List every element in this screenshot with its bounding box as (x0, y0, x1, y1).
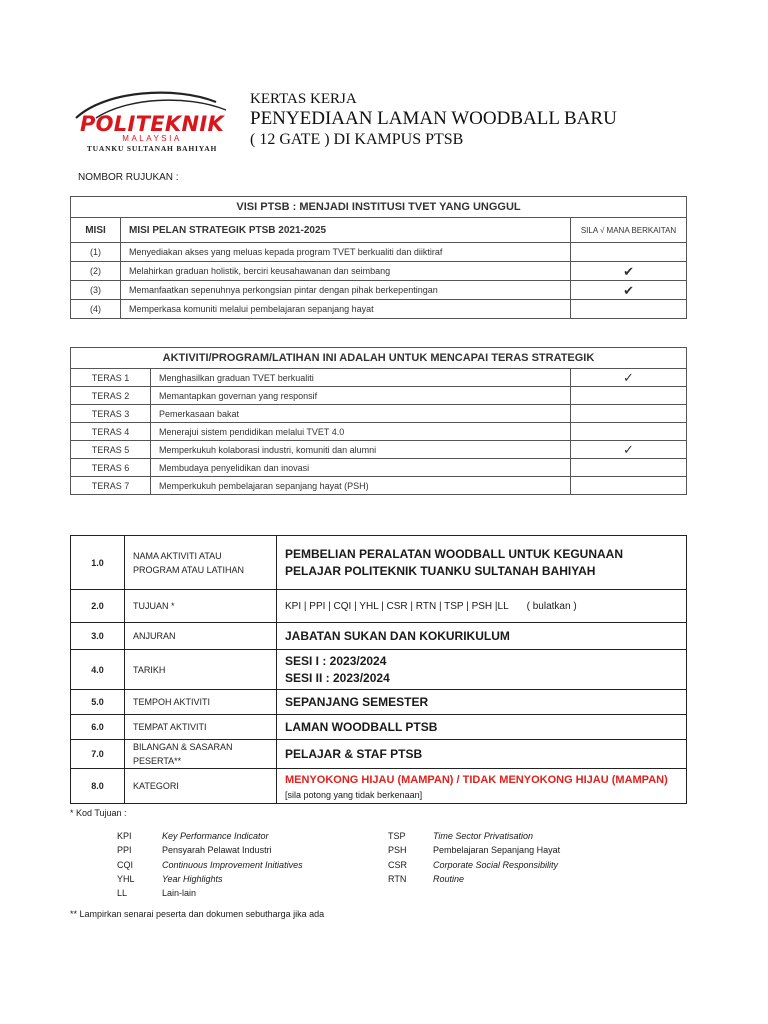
misi-text: Menyediakan akses yang meluas kepada program TVET berkualiti dan diiktiraf (121, 243, 571, 262)
teras-text: Menerajui sistem pendidikan melalui TVET 4.0 (151, 423, 571, 441)
detail-label: TEMPAT AKTIVITI (125, 715, 277, 740)
tarikh-value[interactable] (277, 650, 687, 690)
misi-no: (3) (71, 281, 121, 300)
kod-desc: Pensyarah Pelawat Industri (162, 845, 272, 856)
misi-checkbox[interactable]: ✔ (571, 281, 687, 300)
misi-column-header-row (71, 218, 687, 243)
detail-label: ANJURAN (125, 623, 277, 650)
teras-text: Memperkukuh pembelajaran sepanjang hayat (PSH) (151, 477, 571, 495)
teras-header-row (71, 348, 687, 369)
teras-id: TERAS 2 (71, 387, 151, 405)
detail-number: 8.0 (71, 769, 125, 804)
kod-desc: Pembelajaran Sepanjang Hayat (433, 845, 561, 856)
detail-number: 3.0 (71, 623, 125, 650)
teras-id: TERAS 7 (71, 477, 151, 495)
table-row (71, 769, 687, 804)
teras-id: TERAS 5 (71, 441, 151, 459)
logo-institution: TUANKU SULTANAH BAHIYAH (86, 144, 218, 153)
misi-text: Memanfaatkan sepenuhnya perkongsian pintar dengan pihak berkepentingan (121, 281, 571, 300)
detail-label: KATEGORI (125, 769, 277, 804)
kod-abbr: TSP (388, 831, 406, 841)
kod-desc: Continuous Improvement Initiatives (162, 859, 303, 870)
detail-number: 6.0 (71, 715, 125, 740)
table-row (71, 690, 687, 715)
program-details-table (70, 535, 687, 804)
anjuran-value[interactable]: JABATAN SUKAN DAN KOKURIKULUM (277, 623, 687, 650)
teras-id: TERAS 6 (71, 459, 151, 477)
kod-list-right-desc (433, 829, 560, 886)
table-row (71, 243, 687, 262)
col-misi: MISI (71, 218, 121, 243)
teras-id: TERAS 4 (71, 423, 151, 441)
visi-header-row (71, 197, 687, 218)
table-row (71, 740, 687, 769)
kod-desc: Corporate Social Responsibility (433, 859, 559, 870)
lampiran-note: ** Lampirkan senarai peserta dan dokumen sebutharga jika ada (70, 909, 325, 919)
table-row (71, 405, 687, 423)
kod-desc: Lain-lain (162, 888, 197, 899)
detail-label: TARIKH (125, 650, 277, 690)
table-row (71, 477, 687, 495)
kod-abbr: RTN (388, 873, 407, 884)
kod-tujuan-title: * Kod Tujuan : (70, 808, 127, 818)
table-row (71, 715, 687, 740)
col-misi-pelan: MISI PELAN STRATEGIK PTSB 2021-2025 (121, 218, 571, 243)
table-row (71, 441, 687, 459)
misi-no: (4) (71, 300, 121, 319)
title-line-3: ( 12 GATE ) DI KAMPUS PTSB (250, 131, 464, 148)
teras-id: TERAS 3 (71, 405, 151, 423)
detail-number: 4.0 (71, 650, 125, 690)
title-line-1: KERTAS KERJA (250, 91, 357, 107)
kod-list-right-abbr (388, 829, 407, 886)
teras-checkbox[interactable] (571, 387, 687, 405)
kod-abbr: PPI (117, 845, 132, 856)
table-row (71, 262, 687, 281)
table-row (71, 536, 687, 590)
kod-list-left-desc (162, 829, 303, 900)
politeknik-logo (66, 84, 238, 154)
title-line-2: PENYEDIAAN LAMAN WOODBALL BARU (250, 108, 617, 129)
teras-checkbox[interactable]: ✓ (571, 441, 687, 459)
misi-checkbox[interactable] (571, 243, 687, 262)
teras-checkbox[interactable] (571, 423, 687, 441)
logo-subtitle: MALAYSIA (122, 134, 182, 143)
tarikh-sesi-2: SESI II : 2023/2024 (285, 670, 390, 685)
kategori-options: MENYOKONG HIJAU (MAMPAN) / TIDAK MENYOKONG HIJAU (MAMPAN) (285, 774, 668, 786)
teras-text: Memantapkan governan yang responsif (151, 387, 571, 405)
table-row (71, 650, 687, 690)
misi-text: Melahirkan graduan holistik, berciri keusahawanan dan seimbang (121, 262, 571, 281)
detail-label: NAMA AKTIVITI ATAU PROGRAM ATAU LATIHAN (125, 536, 277, 590)
teras-checkbox[interactable]: ✓ (571, 369, 687, 387)
tujuan-note: ( bulatkan ) (526, 600, 577, 612)
kod-desc: Routine (433, 873, 465, 884)
kod-desc: Time Sector Privatisation (433, 831, 533, 841)
tujuan-options: KPI | PPI | CQI | YHL | CSR | RTN | TSP | PSH |LL (285, 600, 509, 612)
document-title (250, 90, 617, 149)
detail-number: 1.0 (71, 536, 125, 590)
visi-misi-table (70, 196, 687, 319)
kod-abbr: YHL (117, 873, 135, 884)
table-row (71, 300, 687, 319)
misi-text: Memperkasa komuniti melalui pembelajaran sepanjang hayat (121, 300, 571, 319)
col-sila-berkaitan: SILA √ MANA BERKAITAN (571, 218, 687, 243)
kategori-value[interactable] (277, 769, 687, 804)
teras-text: Pemerkasaan bakat (151, 405, 571, 423)
tujuan-value[interactable] (277, 590, 687, 623)
misi-no: (1) (71, 243, 121, 262)
misi-no: (2) (71, 262, 121, 281)
teras-text: Menghasilkan graduan TVET berkualiti (151, 369, 571, 387)
misi-checkbox[interactable] (571, 300, 687, 319)
kod-abbr: CQI (117, 859, 134, 870)
kod-abbr: CSR (388, 859, 408, 870)
table-row (71, 281, 687, 300)
detail-number: 7.0 (71, 740, 125, 769)
peserta-value[interactable]: PELAJAR & STAF PTSB (277, 740, 687, 769)
kod-abbr: PSH (388, 845, 407, 856)
teras-header: AKTIVITI/PROGRAM/LATIHAN INI ADALAH UNTUK MENCAPAI TERAS STRATEGIK (71, 348, 687, 369)
teras-strategik-table (70, 347, 687, 495)
teras-checkbox[interactable] (571, 405, 687, 423)
detail-number: 2.0 (71, 590, 125, 623)
table-row (71, 423, 687, 441)
kod-desc: Key Performance Indicator (162, 831, 269, 841)
table-row (71, 369, 687, 387)
teras-checkbox[interactable] (571, 477, 687, 495)
teras-id: TERAS 1 (71, 369, 151, 387)
detail-label: TEMPOH AKTIVITI (125, 690, 277, 715)
table-row (71, 459, 687, 477)
detail-label: BILANGAN & SASARAN PESERTA** (125, 740, 277, 769)
nombor-rujukan-label: NOMBOR RUJUKAN : (78, 172, 179, 183)
table-row (71, 590, 687, 623)
detail-label: TUJUAN * (125, 590, 277, 623)
kategori-note: [sila potong yang tidak berkenaan] (285, 790, 423, 800)
tarikh-sesi-1: SESI I : 2023/2024 (285, 653, 387, 668)
misi-checkbox[interactable]: ✔ (571, 262, 687, 281)
detail-number: 5.0 (71, 690, 125, 715)
tempoh-value[interactable]: SEPANJANG SEMESTER (277, 690, 687, 715)
table-row (71, 387, 687, 405)
teras-text: Membudaya penyelidikan dan inovasi (151, 459, 571, 477)
visi-header: VISI PTSB : MENJADI INSTITUSI TVET YANG UNGGUL (71, 197, 687, 218)
nama-aktiviti-value[interactable]: PEMBELIAN PERALATAN WOODBALL UNTUK KEGUNAAN PELAJAR POLITEKNIK TUANKU SULTANAH BAHIYAH (277, 536, 687, 590)
kod-abbr: LL (117, 888, 128, 899)
kod-abbr: KPI (117, 831, 132, 841)
teras-text: Memperkukuh kolaborasi industri, komuniti dan alumni (151, 441, 571, 459)
logo-wordmark: POLITEKNIK (79, 112, 225, 136)
kod-list-left-abbr (117, 829, 135, 900)
table-row (71, 623, 687, 650)
tempat-value[interactable]: LAMAN WOODBALL PTSB (277, 715, 687, 740)
teras-checkbox[interactable] (571, 459, 687, 477)
kod-desc: Year Highlights (162, 873, 223, 884)
